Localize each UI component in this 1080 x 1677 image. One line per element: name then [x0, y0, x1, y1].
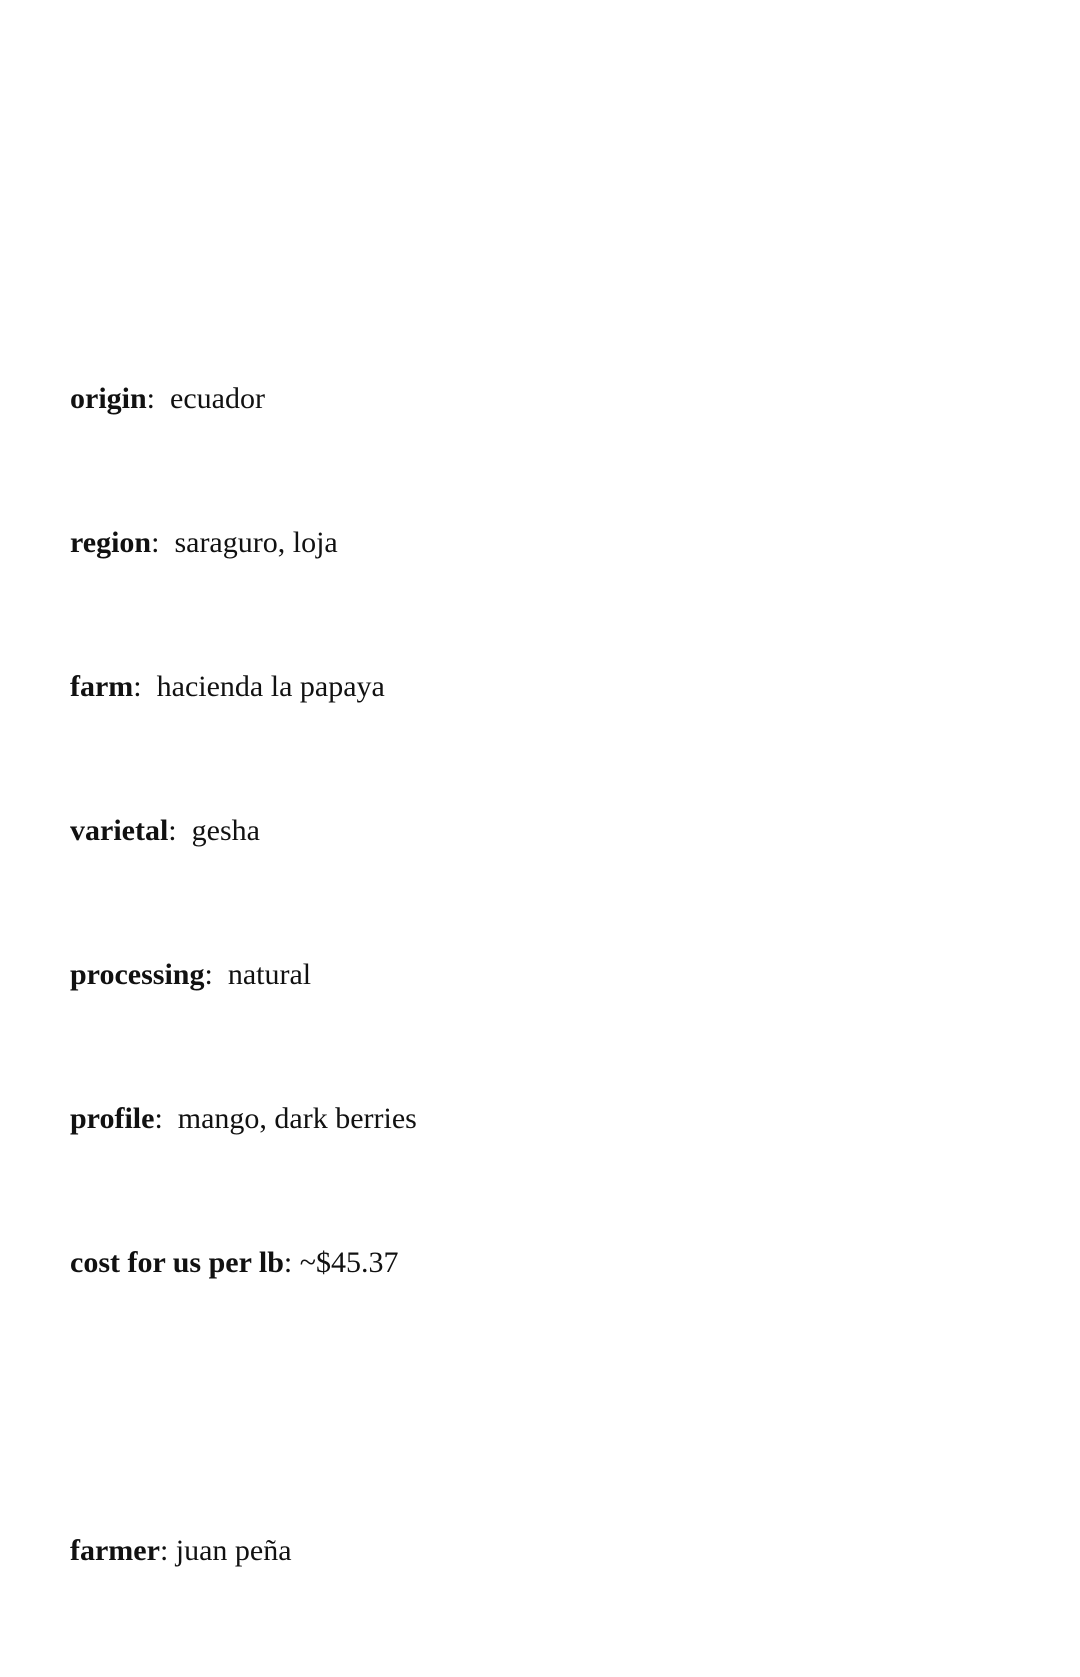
coffee-info-block: [70, 273, 417, 1677]
field-separator: :: [204, 958, 228, 991]
field-row-farm: [70, 669, 417, 705]
field-row-varietal: [70, 813, 417, 849]
field-row-origin: [70, 381, 417, 417]
field-value: mango, dark berries: [177, 1102, 417, 1135]
field-row-profile: [70, 1101, 417, 1137]
blank-line: [70, 1389, 417, 1425]
field-label: cost for us per lb: [70, 1246, 284, 1279]
field-separator: :: [133, 670, 157, 703]
field-separator: :: [151, 526, 175, 559]
field-label: origin: [70, 382, 147, 415]
field-separator: :: [283, 1246, 300, 1279]
field-label: farm: [70, 670, 134, 703]
field-value: juan peña: [175, 1534, 292, 1567]
field-label: profile: [70, 1102, 155, 1135]
field-label: processing: [70, 958, 205, 991]
field-separator: :: [168, 814, 192, 847]
field-row-cost-per-lb: [70, 1245, 417, 1281]
field-label: region: [70, 526, 152, 559]
field-value: ecuador: [170, 382, 265, 415]
field-value: ~$45.37: [299, 1246, 399, 1279]
field-separator: :: [159, 1534, 176, 1567]
field-value: saraguro, loja: [174, 526, 338, 559]
field-row-region: [70, 525, 417, 561]
field-label: farmer: [70, 1534, 160, 1567]
field-row-farmer: [70, 1533, 417, 1569]
field-row-processing: [70, 957, 417, 993]
field-value: natural: [227, 958, 312, 991]
field-separator: :: [146, 382, 171, 415]
field-label: varietal: [70, 814, 169, 847]
field-value: gesha: [191, 814, 260, 847]
field-value: hacienda la papaya: [156, 670, 385, 703]
field-separator: :: [154, 1102, 178, 1135]
